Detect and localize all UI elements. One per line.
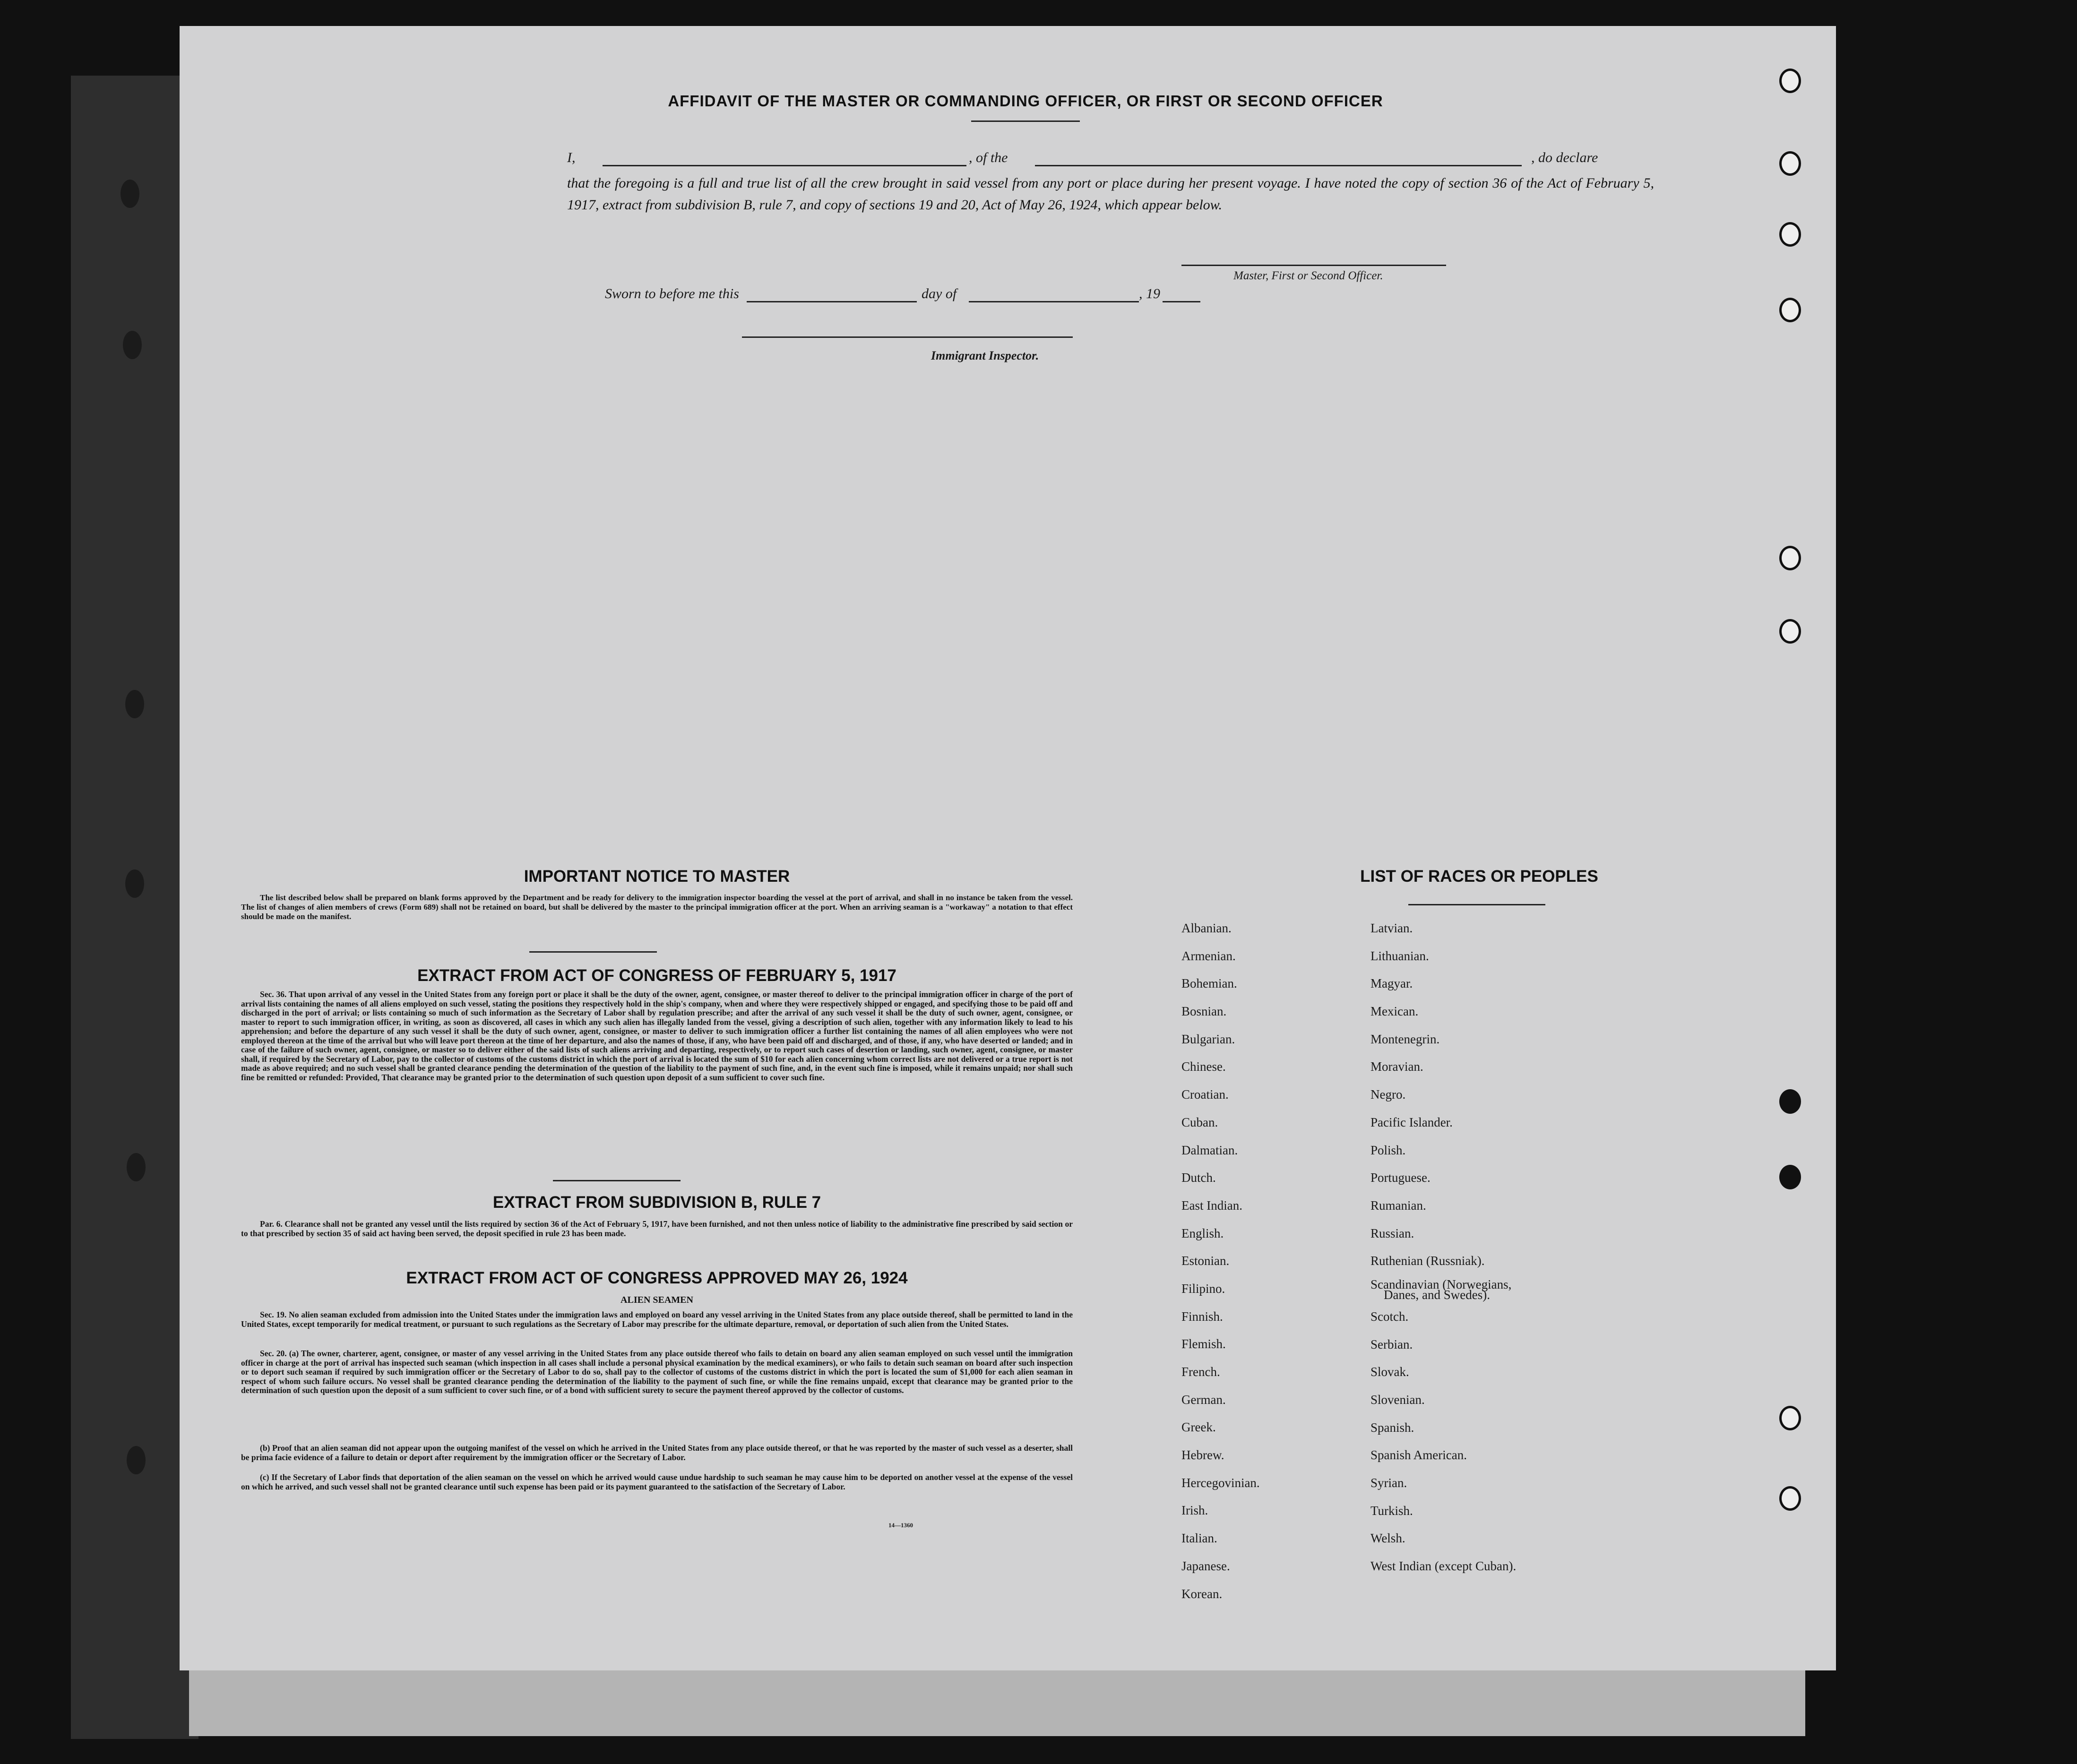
signature-label: Master, First or Second Officer. <box>1233 269 1383 282</box>
race-item: East Indian. <box>1181 1198 1242 1213</box>
race-item: Chinese. <box>1181 1059 1226 1074</box>
document-page <box>180 26 1836 1670</box>
race-item: Latvian. <box>1370 921 1413 935</box>
race-item: Armenian. <box>1181 948 1236 963</box>
race-item: Portuguese. <box>1370 1170 1431 1185</box>
extract-1917-divider <box>553 1180 681 1181</box>
notice-body: The list described below shall be prepared on blank forms approved by the Department and be ready for delivery to the immigration inspector boarding the vessel at the port of arrival, and shall in no instance be taken from the vessel. The list of changes of alien members of crews (Form 689) shall not be retained on board, but shall be delivered by the master to the principal immigration officer at the port. When an arriving seaman is a "workaway" a notation to that effect should be made on the manifest. <box>241 893 1073 921</box>
binding-hole <box>127 1446 146 1474</box>
affidavit-declaration-line <box>567 150 1659 171</box>
notice-title: IMPORTANT NOTICE TO MASTER <box>524 867 790 886</box>
race-item: Moravian. <box>1370 1059 1423 1074</box>
extract-1924-title: EXTRACT FROM ACT OF CONGRESS APPROVED MAY 26, 1924 <box>406 1269 908 1287</box>
extract-1924-sec20b: (b) Proof that an alien seaman did not appear upon the outgoing manifest of the vessel on which he arrived in the United States from any place outside thereof, or that he was reported by the master of such vessel as a deserter, shall be prima facie evidence of a failure to detain or deport after requirement by the immigration officer or the Secretary of Labor. <box>241 1443 1073 1462</box>
punch-hole <box>1779 1486 1801 1511</box>
race-item: Slovenian. <box>1370 1393 1425 1407</box>
race-item: Montenegrin. <box>1370 1032 1440 1046</box>
race-item: Danes, and Swedes). <box>1384 1287 1490 1302</box>
race-item: Turkish. <box>1370 1503 1413 1518</box>
race-item: Japanese. <box>1181 1558 1230 1573</box>
race-item: West Indian (except Cuban). <box>1370 1559 1517 1574</box>
race-item: Albanian. <box>1181 921 1232 935</box>
title-underline <box>971 120 1080 122</box>
extract-1924-sec20c: (c) If the Secretary of Labor finds that deportation of the alien seaman on the vessel on which he arrived would cause undue hardship to such seaman he may cause him to be deported on another vessel at the expense of the vessel on which he arrived, and such vessel shall not be granted clearance until such expense has been paid or its payment guaranteed to the satisfaction of the Secretary of Labor. <box>241 1472 1073 1491</box>
extract-1917-body: Sec. 36. That upon arrival of any vessel in the United States from any foreign port or place it shall be the duty of the owner, agent, consignee, or master thereof to deliver to the principal immigration officer in charge of the port of arrival lists containing the names of all aliens employed on such vessel, stating the positions they respectively hold in the ship's company, when and where they were respectively shipped or engaged, and specifying those to be paid off and discharged in the port of arrival; or lists containing so much of such information as the Secretary of Labor shall by regulation prescribe; and after the arrival of any such vessel it shall be the duty of such owner, agent, consignee, or master to report to such immigration officer, in writing, as soon as discovered, all cases in which any such alien has illegally landed from the vessel, giving a description of such alien, together with any information likely to lead to his apprehension; and before the departure of any such vessel it shall be the duty of such owner, agent, consignee, or master to deliver to such immigration officer a further list containing the names of all alien employees who were not employed thereon at the time of the arrival but who will leave port thereon at the time of her departure, and also the names of those, if any, who have been paid off and discharged, and of those, if any, who have deserted or landed; and in case of the failure of such owner, agent, consignee, or master so to deliver either of the said lists of such aliens arriving and departing, respectively, or to report such cases of desertion or landing, such owner, agent, consignee, or master shall, if required by the Secretary of Labor, pay to the collector of customs of the customs district in which the port of arrival is located the sum of $10 for each alien concerning whom correct lists are not delivered or a true report is not made as above required; and no such vessel shall be granted clearance pending the determination of the question of the liability to the payment of such fine, and, in the event such fine is imposed, while it remains unpaid; nor shall such fine be remitted or refunded: Provided, That clearance may be granted prior to the determination of such question upon deposit of a sum sufficient to cover such fine. <box>241 990 1073 1082</box>
race-item: Slovak. <box>1370 1365 1409 1379</box>
race-item: German. <box>1181 1392 1226 1407</box>
notice-divider <box>529 951 657 953</box>
race-item: Flemish. <box>1181 1337 1226 1351</box>
race-item: Syrian. <box>1370 1476 1407 1490</box>
race-item: Rumanian. <box>1370 1198 1426 1213</box>
race-item: Bohemian. <box>1181 976 1237 991</box>
race-item: Dalmatian. <box>1181 1143 1238 1157</box>
punch-hole <box>1779 222 1801 247</box>
race-item: Negro. <box>1370 1087 1406 1102</box>
sworn-day-blank <box>747 301 917 302</box>
extract-1917-title: EXTRACT FROM ACT OF CONGRESS OF FEBRUARY 5, 1917 <box>417 966 896 985</box>
race-item: Filipino. <box>1181 1281 1225 1296</box>
punch-hole <box>1779 1406 1801 1430</box>
affidavit-title: AFFIDAVIT OF THE MASTER OR COMMANDING OFFICER, OR FIRST OR SECOND OFFICER <box>668 92 1383 110</box>
sworn-month-blank <box>969 301 1139 302</box>
race-item: Serbian. <box>1370 1337 1413 1351</box>
race-item: Scandinavian (Norwegians, <box>1370 1277 1512 1291</box>
race-item: Magyar. <box>1370 976 1413 991</box>
extract-1924-sec20a: Sec. 20. (a) The owner, charterer, agent, consignee, or master of any vessel arriving in the United States from any place outside thereof who fails to detain on board any alien seaman employed on such vessel until the immigration officer in charge at the port of arrival has inspected such seaman (which inspection in all cases shall include a personal physical examination by the medical examiners), or who fails to detain such seaman on board after such inspection or to deport such seaman if required by such immigration officer or the Secretary of Labor to do so, shall pay to the collector of customs of the customs district in which the port is located the sum of $1,000 for each alien seaman in respect of whom such failure occurs. No vessel shall be granted clearance pending the determination of the liability to the payment of such fine, or while the fine remains unpaid, except that clearance may be granted prior to the determination of such question upon the deposit of a sum sufficient to cover such fine, or of a bond with sufficient surety to secure the payment thereof approved by the collector of customs. <box>241 1349 1073 1395</box>
sworn-year: , 19 <box>1139 286 1160 301</box>
punch-hole <box>1779 546 1801 570</box>
extract-1924-subtitle: ALIEN SEAMEN <box>621 1295 693 1305</box>
race-item: Mexican. <box>1370 1004 1419 1019</box>
inspector-signature-line <box>742 336 1073 338</box>
affidavit-of-the: , of the <box>969 150 1008 165</box>
race-item: Croatian. <box>1181 1087 1229 1102</box>
sworn-day-of: day of <box>922 286 957 301</box>
race-item: Pacific Islander. <box>1370 1115 1453 1129</box>
race-item: Lithuanian. <box>1370 948 1429 963</box>
race-item: Spanish. <box>1370 1420 1414 1435</box>
sworn-year-blank <box>1163 301 1200 302</box>
race-item: Greek. <box>1181 1420 1216 1435</box>
binding-hole <box>127 1153 146 1181</box>
sworn-line <box>605 286 1267 307</box>
race-item: Polish. <box>1370 1143 1406 1157</box>
extract-1924-sec19: Sec. 19. No alien seaman excluded from admission into the United States under the immigration laws and employed on board any vessel arriving in the United States from any place outside thereof, shall be permitted to land in the United States, except temporarily for medical treatment, or pursuant to such regulations as the Secretary of Labor may prescribe for the ultimate departure, removal, or deportation of such alien from the United States. <box>241 1310 1073 1329</box>
sworn-text: Sworn to before me this <box>605 286 739 301</box>
race-item: Bosnian. <box>1181 1004 1227 1019</box>
binding-hole <box>125 869 144 898</box>
race-item: Korean. <box>1181 1586 1223 1601</box>
races-right-column <box>1370 914 1516 1580</box>
race-item: Estonian. <box>1181 1254 1230 1268</box>
extract-rule7-body: Par. 6. Clearance shall not be granted any vessel until the lists required by section 36 of the Act of February 5, 1917, have been furnished, and not then unless notice of liability to the administrative fine prescribed by said section or to that prescribed by section 35 of said act having been served, the deposit specified in rule 23 has been made. <box>241 1219 1073 1238</box>
race-item: Cuban. <box>1181 1115 1218 1129</box>
race-item: Finnish. <box>1181 1309 1223 1324</box>
affidavit-i: I, <box>567 150 576 165</box>
binding-hole <box>125 690 144 718</box>
race-item: Hercegovinian. <box>1181 1475 1260 1490</box>
race-item: Hebrew. <box>1181 1448 1224 1463</box>
race-item: French. <box>1181 1365 1220 1379</box>
binding-hole <box>121 180 139 208</box>
affidavit-body: that the foregoing is a full and true list of all the crew brought in said vessel from any port or place during her present voyage. I have noted the copy of section 36 of the Act of February 5, 1917, extract from subdivision B, rule 7, and copy of sections 19 and 20, Act of May 26, 1924, which appear below. <box>567 175 1654 213</box>
inspector-label: Immigrant Inspector. <box>931 349 1039 362</box>
punch-hole <box>1779 151 1801 176</box>
punch-hole <box>1779 1165 1801 1189</box>
race-item: Spanish American. <box>1370 1448 1467 1463</box>
binding-hole <box>123 331 142 359</box>
vessel-blank-line <box>1035 165 1522 166</box>
punch-hole <box>1779 619 1801 644</box>
punch-hole <box>1779 1089 1801 1114</box>
race-item: Russian. <box>1370 1226 1414 1240</box>
race-item: Scotch. <box>1370 1309 1409 1324</box>
race-item: Ruthenian (Russniak). <box>1370 1254 1485 1268</box>
race-item: Italian. <box>1181 1531 1217 1546</box>
affidavit-do-declare: , do declare <box>1531 150 1598 165</box>
race-item: English. <box>1181 1226 1224 1240</box>
race-item: Irish. <box>1181 1503 1208 1518</box>
extract-rule7-title: EXTRACT FROM SUBDIVISION B, RULE 7 <box>492 1193 821 1212</box>
race-item: Dutch. <box>1181 1170 1216 1185</box>
name-blank-line <box>603 165 966 166</box>
race-item: Bulgarian. <box>1181 1032 1235 1046</box>
signature-line <box>1181 265 1446 266</box>
races-left-column <box>1181 914 1260 1608</box>
race-item: Welsh. <box>1370 1531 1405 1546</box>
punch-hole <box>1779 298 1801 322</box>
form-number: 14—1360 <box>888 1522 913 1529</box>
punch-hole <box>1779 69 1801 93</box>
races-divider <box>1408 904 1545 905</box>
races-title: LIST OF RACES OR PEOPLES <box>1360 867 1598 886</box>
